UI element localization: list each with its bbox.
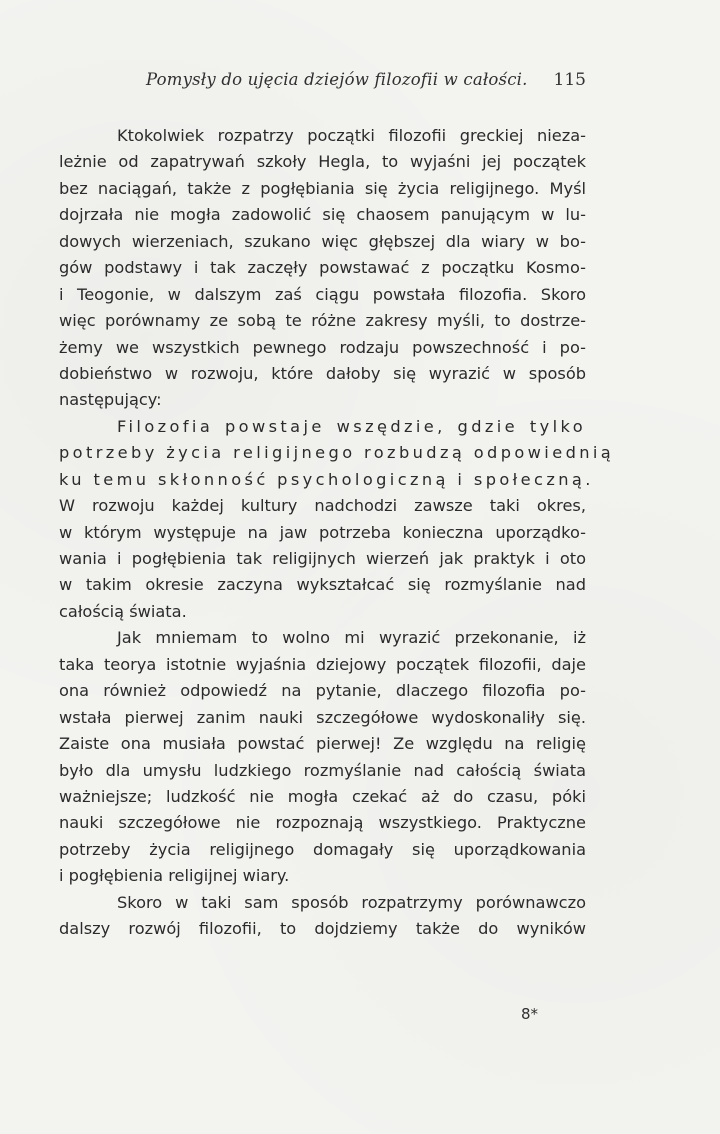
text-line: bez naciągań, także z pogłębiania się życia religijnego. Myśl <box>59 178 586 198</box>
body-text <box>59 123 615 943</box>
text-line: Ktokolwiek rozpatrzy początki filozofii greckiej nieza- <box>117 126 586 145</box>
text-line: W rozwoju każdej kultury nadchodzi zawsze taki okres, <box>59 496 586 516</box>
running-title: Pomysły do ujęcia dziejów filozofii w całości. <box>146 70 528 89</box>
text-line-emphasis: Filozofia powstaje wszędzie, gdzie tylko <box>117 416 586 436</box>
page-number: 115 <box>553 70 586 90</box>
signature-mark: 8* <box>521 1005 539 1023</box>
text-line: było dla umysłu ludzkiego rozmyślanie nad całością świata <box>59 760 586 780</box>
text-line: żemy we wszystkich pewnego rodzaju powszechność i po- <box>59 337 586 357</box>
text-line-emphasis: potrzeby życia religijnego rozbudzą odpowiednią <box>59 443 615 463</box>
text-line: w takim okresie zaczyna wykształcać się rozmyślanie nad <box>59 575 586 595</box>
text-line: potrzeby życia religijnego domagały się uporządkowania <box>59 839 586 859</box>
text-line: wania i pogłębienia tak religijnych wierzeń jak praktyk i oto <box>59 549 586 568</box>
text-line: taka teorya istotnie wyjaśnia dziejowy początek filozofii, daje <box>59 654 586 674</box>
text-line: dobieństwo w rozwoju, które dałoby się wyrazić w sposób <box>59 363 586 383</box>
text-line: wstała pierwej zanim nauki szczegółowe wydoskonaliły się. <box>59 707 586 727</box>
text-line: dowych wierzeniach, szukano więc głębszej dla wiary w bo- <box>59 231 586 251</box>
text-line-emphasis: ku temu skłonność psychologiczną i społeczną. <box>59 469 594 489</box>
text-line: więc porównamy ze sobą te różne zakresy myśli, to dostrze- <box>59 311 586 331</box>
text-line: i Teogonie, w dalszym zaś ciągu powstała filozofia. Skoro <box>59 284 586 304</box>
text-line: gów podstawy i tak zaczęły powstawać z początku Kosmo- <box>59 258 586 278</box>
text-line: Jak mniemam to wolno mi wyrazić przekonanie, iż <box>117 628 586 648</box>
text-line: leżnie od zapatrywań szkoły Hegla, to wyjaśni jej początek <box>59 152 586 172</box>
text-line: dalszy rozwój filozofii, to dojdziemy także do wyników <box>59 919 586 939</box>
text-line: ważniejsze; ludzkość nie mogła czekać aż do czasu, póki <box>59 786 586 806</box>
text-line: Zaiste ona musiała powstać pierwej! Ze względu na religię <box>59 734 586 754</box>
text-line: ona również odpowiedź na pytanie, dlaczego filozofia po- <box>59 681 586 701</box>
page-header <box>146 70 586 94</box>
text-line: Skoro w taki sam sposób rozpatrzymy porównawczo <box>117 892 586 912</box>
text-line: dojrzała nie mogła zadowolić się chaosem panującym w lu- <box>59 205 586 225</box>
text-line: i pogłębienia religijnej wiary. <box>59 866 290 886</box>
text-line: w którym występuje na jaw potrzeba konieczna uporządko- <box>59 522 586 542</box>
text-line: nauki szczegółowe nie rozpoznają wszystkiego. Praktyczne <box>59 813 586 833</box>
text-line: całością świata. <box>59 601 187 621</box>
text-line: następujący: <box>59 390 162 410</box>
